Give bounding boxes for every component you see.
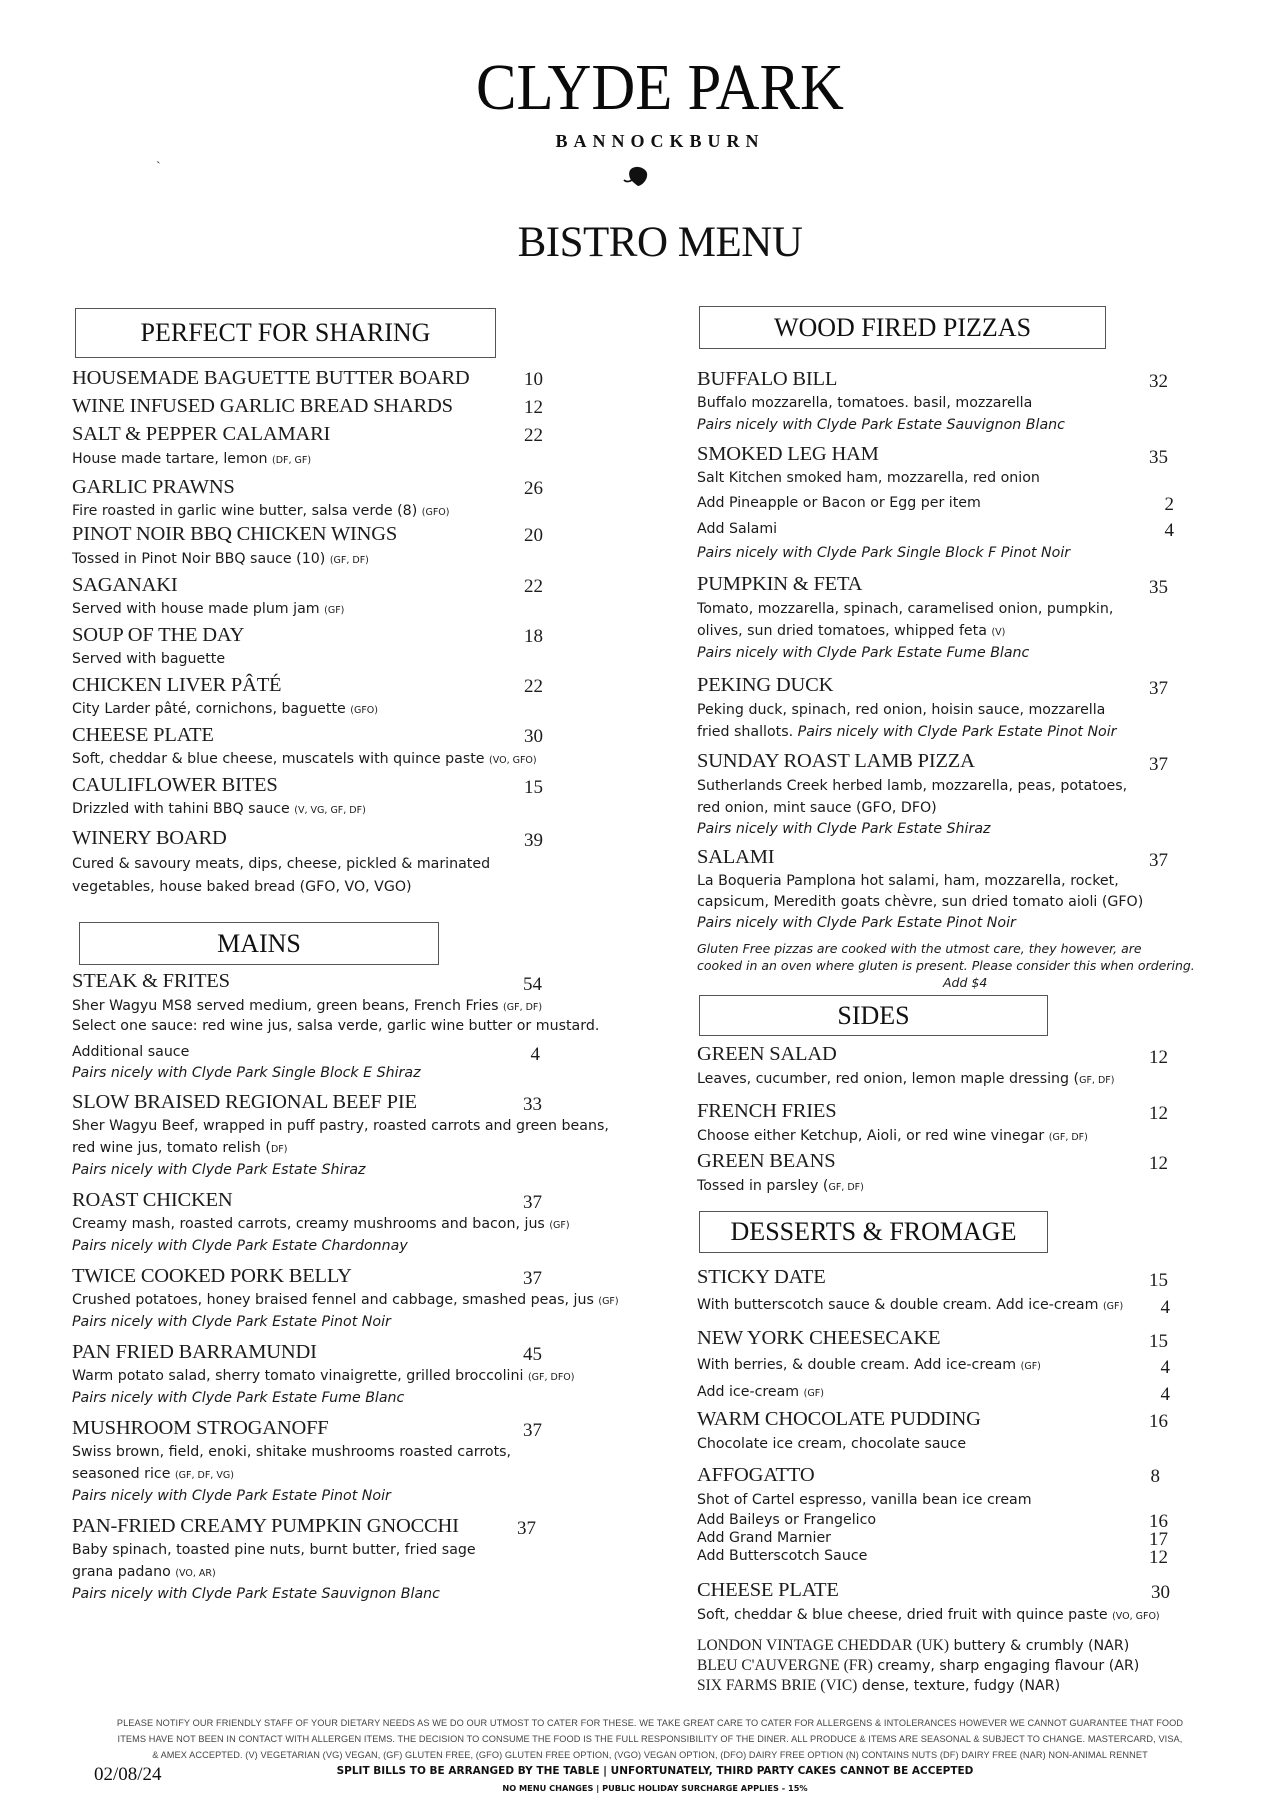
item-price: 39 — [524, 830, 543, 851]
item-desc: Chocolate ice cream, chocolate sauce — [697, 1436, 967, 1452]
addon-price: 12 — [1149, 1547, 1168, 1568]
item-name: SOUP OF THE DAY — [72, 624, 245, 646]
item-desc: Leaves, cucumber, red onion, lemon maple dressing (GF, DF) — [697, 1071, 1115, 1087]
item-price: 10 — [524, 369, 543, 390]
item-price: 54 — [523, 974, 542, 995]
item-name: CHEESE PLATE — [697, 1579, 839, 1601]
item-name: CHICKEN LIVER PÂTÉ — [72, 674, 282, 696]
item-price: 37 — [1149, 754, 1168, 775]
item-name: SLOW BRAISED REGIONAL BEEF PIE — [72, 1091, 417, 1113]
item-desc: grana padano (VO, AR) — [72, 1564, 216, 1580]
item-price: 22 — [524, 676, 543, 697]
item-name: NEW YORK CHEESECAKE — [697, 1327, 941, 1349]
addon-price: 4 — [1164, 520, 1174, 541]
surcharge-notice: NO MENU CHANGES | PUBLIC HOLIDAY SURCHARGE APPLIES - 15% — [502, 1783, 808, 1793]
cheese-line: LONDON VINTAGE CHEDDAR (UK) buttery & crumbly (NAR) — [697, 1637, 1130, 1654]
wine-pairing: Pairs nicely with Clyde Park Single Block F Pinot Noir — [697, 545, 1071, 561]
item-price: 8 — [1150, 1466, 1160, 1487]
item-price: 35 — [1149, 577, 1168, 598]
item-desc: Cured & savoury meats, dips, cheese, pickled & marinated — [72, 856, 491, 872]
item-addon: Add Salami — [697, 521, 778, 537]
item-desc: House made tartare, lemon (DF, GF) — [72, 451, 312, 467]
item-name: MUSHROOM STROGANOFF — [72, 1417, 329, 1439]
item-desc: red wine jus, tomato relish (DF) — [72, 1140, 288, 1156]
item-price: 32 — [1149, 371, 1168, 392]
item-desc: capsicum, Meredith goats chèvre, sun dried tomato aioli (GFO) — [697, 894, 1144, 910]
item-name: PINOT NOIR BBQ CHICKEN WINGS — [72, 523, 398, 545]
brand-location: BANNOCKBURN — [555, 131, 765, 151]
item-name: ROAST CHICKEN — [72, 1189, 233, 1211]
item-name: BUFFALO BILL — [697, 368, 838, 390]
item-price: 12 — [1149, 1103, 1168, 1124]
cheese-line: BLEU C'AUVERGNE (FR) creamy, sharp engaging flavour (AR) — [697, 1657, 1140, 1674]
item-desc: Sher Wagyu Beef, wrapped in puff pastry, roasted carrots and green beans, — [72, 1118, 609, 1134]
item-name: SMOKED LEG HAM — [697, 443, 879, 465]
item-name: GREEN SALAD — [697, 1043, 837, 1065]
item-desc: Crushed potatoes, honey braised fennel and cabbage, smashed peas, jus (GF) — [72, 1292, 619, 1308]
item-addon: Add Butterscotch Sauce — [697, 1548, 868, 1564]
item-name: SAGANAKI — [72, 574, 178, 596]
item-name: PAN-FRIED CREAMY PUMPKIN GNOCCHI — [72, 1515, 459, 1537]
wine-pairing: Pairs nicely with Clyde Park Estate Pinot Noir — [72, 1314, 391, 1330]
wine-pairing: Pairs nicely with Clyde Park Estate Fume Blanc — [72, 1390, 405, 1406]
item-name: AFFOGATTO — [697, 1464, 815, 1486]
item-price: 45 — [523, 1344, 542, 1365]
item-desc: With berries, & double cream. Add ice-cream (GF) — [697, 1357, 1041, 1373]
item-desc: Tossed in parsley (GF, DF) — [697, 1178, 864, 1194]
addon-price: 4 — [1160, 1297, 1170, 1318]
item-desc: Select one sauce: red wine jus, salsa verde, garlic wine butter or mustard. — [72, 1018, 600, 1034]
item-name: WINE INFUSED GARLIC BREAD SHARDS — [72, 395, 453, 417]
gluten-free-note: Gluten Free pizzas are cooked with the utmost care, they however, are — [697, 941, 1142, 956]
addon-price: 4 — [1160, 1384, 1170, 1405]
wine-pairing: Pairs nicely with Clyde Park Estate Sauvignon Blanc — [72, 1586, 440, 1602]
item-price: 12 — [1149, 1047, 1168, 1068]
brand-header — [0, 51, 1280, 152]
addon-price: 16 — [1149, 1511, 1168, 1532]
item-desc: La Boqueria Pamplona hot salami, ham, mozzarella, rocket, — [697, 873, 1119, 889]
item-price: 16 — [1149, 1411, 1168, 1432]
item-desc: With butterscotch sauce & double cream. Add ice-cream (GF) — [697, 1297, 1124, 1313]
item-name: WINERY BOARD — [72, 827, 227, 849]
item-name: SALAMI — [697, 846, 775, 868]
allergen-notice: ITEMS HAVE NOT BEEN IN CONTACT WITH ALLERGEN ITEMS. THE DECISION TO CONSUME THE FOOD IS THE FULL RESPONSIBILITY OF THE DINER. ALL PRODUCE & ITEMS ARE SEASONAL & SUBJECT TO CHANGE. MASTERCARD, VISA, — [117, 1734, 1183, 1744]
item-addon: Add ice-cream (GF) — [697, 1384, 824, 1400]
item-name: FRENCH FRIES — [697, 1100, 837, 1122]
item-addon: Add Baileys or Frangelico — [697, 1512, 877, 1528]
item-price: 35 — [1149, 447, 1168, 468]
addon-price: 4 — [530, 1044, 540, 1065]
wine-pairing: Pairs nicely with Clyde Park Estate Shiraz — [72, 1162, 366, 1178]
cheese-line: SIX FARMS BRIE (VIC) dense, texture, fudgy (NAR) — [697, 1677, 1061, 1694]
item-name: HOUSEMADE BAGUETTE BUTTER BOARD — [72, 367, 470, 389]
item-desc: Tomato, mozzarella, spinach, caramelised onion, pumpkin, — [697, 601, 1114, 617]
item-price: 37 — [517, 1518, 536, 1539]
item-name: STICKY DATE — [697, 1266, 826, 1288]
item-name: CHEESE PLATE — [72, 724, 214, 746]
brand-name: CLYDE PARK — [476, 51, 844, 124]
item-price: 18 — [524, 626, 543, 647]
wine-pairing: Pairs nicely with Clyde Park Estate Sauvignon Blanc — [697, 417, 1065, 433]
item-desc: Shot of Cartel espresso, vanilla bean ice cream — [697, 1492, 1032, 1508]
wine-pairing: Pairs nicely with Clyde Park Estate Pinot Noir — [72, 1488, 391, 1504]
item-name: GREEN BEANS — [697, 1150, 836, 1172]
item-desc: Drizzled with tahini BBQ sauce (V, VG, GF, DF) — [72, 801, 366, 817]
section-header-pizzas: WOOD FIRED PIZZAS — [699, 306, 1106, 349]
item-desc: Served with house made plum jam (GF) — [72, 601, 345, 617]
dietary-legend: & AMEX ACCEPTED. (V) VEGETARIAN (VG) VEGAN, (GF) GLUTEN FREE, (GFO) GLUTEN FREE OPTION, (VGO) VEGAN OPTION, (DFO) DAIRY FREE OPTION (N) CONTAINS NUTS (DF) DAIRY FREE (NAR) NON-ANIMAL RENNET — [152, 1750, 1148, 1760]
item-price: 37 — [523, 1420, 542, 1441]
item-name: PUMPKIN & FETA — [697, 573, 863, 595]
item-desc: Served with baguette — [72, 651, 226, 667]
wine-pairing: Pairs nicely with Clyde Park Estate Fume Blanc — [697, 645, 1030, 661]
item-desc: seasoned rice (GF, DF, VG) — [72, 1466, 234, 1482]
item-desc: Soft, cheddar & blue cheese, dried fruit with quince paste (VO, GFO) — [697, 1607, 1160, 1623]
item-name: PAN FRIED BARRAMUNDI — [72, 1341, 317, 1363]
allergen-notice: PLEASE NOTIFY OUR FRIENDLY STAFF OF YOUR DIETARY NEEDS AS WE DO OUR UTMOST TO CATER FOR THESE. WE TAKE GREAT CARE TO CATER FOR ALLERGENS & INTOLERANCES HOWEVER WE CANNOT GUARANTEE THAT FOOD — [116, 1718, 1184, 1728]
item-price: 37 — [523, 1192, 542, 1213]
addon-price: 17 — [1149, 1529, 1168, 1550]
item-price: 20 — [524, 525, 543, 546]
item-name: SALT & PEPPER CALAMARI — [72, 423, 331, 445]
item-addon: Add Grand Marnier — [697, 1530, 832, 1546]
wine-pairing: Pairs nicely with Clyde Park Single Block E Shiraz — [72, 1065, 421, 1081]
item-desc: Salt Kitchen smoked ham, mozzarella, red onion — [697, 470, 1040, 486]
item-name: TWICE COOKED PORK BELLY — [72, 1265, 352, 1287]
item-desc: fried shallots. Pairs nicely with Clyde Park Estate Pinot Noir — [697, 724, 1117, 740]
item-price: 37 — [1149, 678, 1168, 699]
gluten-free-surcharge: Add $4 — [943, 975, 988, 990]
addon-price: 2 — [1164, 494, 1174, 515]
leaf-icon — [623, 166, 649, 188]
wine-pairing: Pairs nicely with Clyde Park Estate Chardonnay — [72, 1238, 408, 1254]
item-addon: Add Pineapple or Bacon or Egg per item — [697, 495, 981, 511]
item-name: WARM CHOCOLATE PUDDING — [697, 1408, 981, 1430]
wine-pairing: Pairs nicely with Clyde Park Estate Shiraz — [697, 821, 991, 837]
wine-pairing: Pairs nicely with Clyde Park Estate Pinot Noir — [697, 915, 1016, 931]
item-desc: olives, sun dried tomatoes, whipped feta (V) — [697, 623, 1006, 639]
menu-date: 02/08/24 — [94, 1764, 162, 1785]
item-desc: Warm potato salad, sherry tomato vinaigrette, grilled broccolini (GF, DFO) — [72, 1368, 575, 1384]
item-name: CAULIFLOWER BITES — [72, 774, 278, 796]
item-desc: Fire roasted in garlic wine butter, salsa verde (8) (GFO) — [72, 503, 450, 519]
gluten-free-note: cooked in an oven where gluten is present. Please consider this when ordering. — [697, 958, 1195, 973]
section-header-sides: SIDES — [699, 995, 1048, 1036]
policy-notice: SPLIT BILLS TO BE ARRANGED BY THE TABLE | UNFORTUNATELY, THIRD PARTY CAKES CANNOT BE ACCEPTED — [336, 1765, 974, 1777]
item-desc: Creamy mash, roasted carrots, creamy mushrooms and bacon, jus (GF) — [72, 1216, 570, 1232]
section-header-desserts: DESSERTS & FROMAGE — [699, 1211, 1048, 1253]
menu-title: BISTRO MENU — [517, 219, 803, 266]
item-desc: Sutherlands Creek herbed lamb, mozzarella, peas, potatoes, — [697, 778, 1128, 794]
item-name: PEKING DUCK — [697, 674, 834, 696]
item-price: 15 — [1149, 1270, 1168, 1291]
item-price: 15 — [1149, 1331, 1168, 1352]
item-name: STEAK & FRITES — [72, 970, 230, 992]
item-desc: Tossed in Pinot Noir BBQ sauce (10) (GF, DF) — [72, 551, 369, 567]
item-desc: Baby spinach, toasted pine nuts, burnt butter, fried sage — [72, 1542, 476, 1558]
item-desc: Sher Wagyu MS8 served medium, green beans, French Fries (GF, DF) — [72, 998, 543, 1014]
item-name: GARLIC PRAWNS — [72, 476, 235, 498]
item-price: 33 — [523, 1094, 542, 1115]
item-desc: Peking duck, spinach, red onion, hoisin sauce, mozzarella — [697, 702, 1106, 718]
stray-mark: ` — [156, 160, 161, 175]
item-price: 15 — [524, 777, 543, 798]
item-desc: red onion, mint sauce (GFO, DFO) — [697, 800, 937, 816]
addon-price: 4 — [1160, 1357, 1170, 1378]
item-desc: City Larder pâté, cornichons, baguette (GFO) — [72, 701, 378, 717]
item-desc: Soft, cheddar & blue cheese, muscatels with quince paste (VO, GFO) — [72, 751, 537, 767]
item-price: 37 — [1149, 850, 1168, 871]
item-price: 12 — [1149, 1153, 1168, 1174]
item-price: 22 — [524, 425, 543, 446]
item-name: SUNDAY ROAST LAMB PIZZA — [697, 750, 975, 772]
item-price: 30 — [1151, 1582, 1170, 1603]
item-desc: Swiss brown, field, enoki, shitake mushrooms roasted carrots, — [72, 1444, 512, 1460]
item-price: 12 — [524, 397, 543, 418]
item-price: 30 — [524, 726, 543, 747]
item-price: 22 — [524, 576, 543, 597]
item-desc: Buffalo mozzarella, tomatoes. basil, mozzarella — [697, 395, 1033, 411]
item-addon: Additional sauce — [72, 1044, 190, 1060]
item-price: 37 — [523, 1268, 542, 1289]
item-desc: vegetables, house baked bread (GFO, VO, VGO) — [72, 879, 412, 895]
section-header-mains: MAINS — [79, 922, 439, 965]
item-desc: Choose either Ketchup, Aioli, or red wine vinegar (GF, DF) — [697, 1128, 1088, 1144]
item-price: 26 — [524, 478, 543, 499]
section-header-sharing: PERFECT FOR SHARING — [75, 308, 496, 358]
